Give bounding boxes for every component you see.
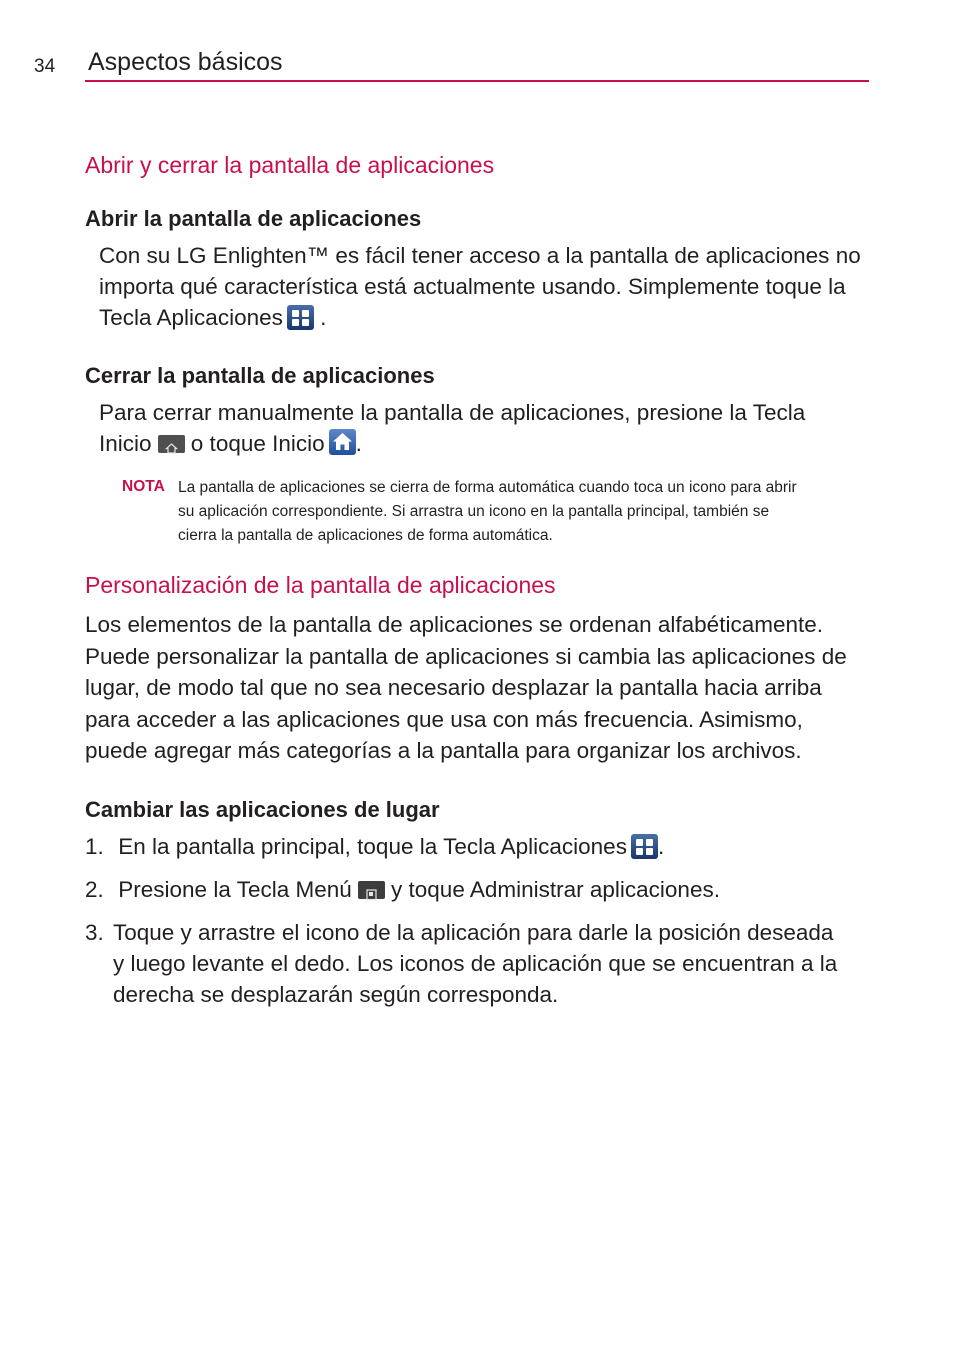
- section-title-open-close: Abrir y cerrar la pantalla de aplicaciones: [85, 152, 495, 178]
- open-line-3: [99, 302, 879, 333]
- step-3: [85, 917, 875, 1010]
- close-text-a: Para cerrar manualmente la pantalla de aplicaciones, presione la: [99, 400, 747, 425]
- customize-line-1: Los elementos de la pantalla de aplicaciones se ordenan alfabéticamente.: [85, 612, 823, 637]
- open-paragraph: [99, 240, 879, 333]
- term-manage-apps: Administrar aplicaciones: [469, 877, 714, 902]
- apps-grid-icon: [287, 305, 314, 330]
- step-2-text: Presione la: [118, 877, 231, 902]
- customize-line-4: para acceder a las aplicaciones que usa con más frecuencia. Asimismo,: [85, 706, 803, 732]
- term-apps-key: Tecla Aplicaciones: [99, 305, 283, 330]
- step-3-line-1: Toque y arrastre el icono de la aplicación para darle la posición deseada: [113, 920, 834, 945]
- open-line-1: Con su LG Enlighten™ es fácil tener acceso a la pantalla de aplicaciones no: [99, 243, 861, 268]
- step-3-line-3: derecha se desplazarán según corresponda.: [113, 982, 559, 1007]
- step-1: [85, 831, 875, 862]
- note-line-1: La pantalla de aplicaciones se cierra de forma automática cuando toca un icono para abrir: [178, 479, 797, 496]
- close-paragraph: [99, 397, 879, 459]
- step-3-number: 3.: [85, 920, 104, 945]
- menu-key-icon: [358, 881, 385, 899]
- step-1-text: En la pantalla principal, toque la: [118, 834, 438, 859]
- term-home-key-a: Tecla: [752, 400, 806, 425]
- customize-line-5: puede agregar más categorías a la pantalla para organizar los archivos.: [85, 738, 802, 763]
- term-home-key-b: Inicio: [99, 431, 152, 456]
- close-line-2: [99, 428, 879, 459]
- apps-grid-icon: [631, 834, 658, 859]
- customize-line-2: Puede personalizar la pantalla de aplicaciones si cambia las aplicaciones de: [85, 643, 847, 669]
- period: .: [713, 877, 720, 902]
- step-2: [85, 874, 875, 905]
- period: .: [657, 834, 665, 859]
- note-label: NOTA: [122, 478, 165, 495]
- customize-paragraph: [85, 609, 875, 767]
- subheading-move: Cambiar las aplicaciones de lugar: [85, 797, 440, 822]
- home-key-icon: [158, 435, 185, 453]
- note-line-2: su aplicación correspondiente. Si arrastra un icono en la pantalla principal, también se: [178, 503, 770, 520]
- subheading-open: Abrir la pantalla de aplicaciones: [85, 206, 422, 231]
- term-home: Inicio: [272, 431, 325, 456]
- customize-line-3: lugar, de modo tal que no sea necesario desplazar la pantalla hacia arriba: [85, 675, 822, 700]
- period: .: [355, 431, 362, 456]
- note-line-3: cierra la pantalla de aplicaciones de forma automática.: [178, 527, 553, 544]
- step-1-number: 1.: [85, 834, 104, 859]
- note-text: [178, 476, 878, 548]
- term-menu-key: Tecla Menú: [236, 877, 352, 902]
- running-title: Aspectos básicos: [88, 48, 283, 76]
- section-title-customize: Personalización de la pantalla de aplicaciones: [85, 572, 556, 598]
- open-line-2: importa qué característica está actualmente usando. Simplemente toque la: [99, 274, 846, 299]
- step-3-line-2: y luego levante el dedo. Los iconos de aplicación que se encuentran a la: [113, 951, 838, 976]
- term-apps-key: Tecla Aplicaciones: [443, 834, 627, 859]
- subheading-close: Cerrar la pantalla de aplicaciones: [85, 363, 435, 388]
- close-text-mid: o toque: [190, 431, 266, 456]
- period: .: [320, 305, 327, 330]
- home-icon: [329, 429, 356, 455]
- step-2-mid: y toque: [391, 877, 465, 902]
- page-number: 34: [34, 56, 56, 77]
- step-2-number: 2.: [85, 877, 104, 902]
- header-rule: [85, 80, 869, 82]
- close-line-1: [99, 397, 879, 428]
- step-3-text: [113, 917, 875, 1010]
